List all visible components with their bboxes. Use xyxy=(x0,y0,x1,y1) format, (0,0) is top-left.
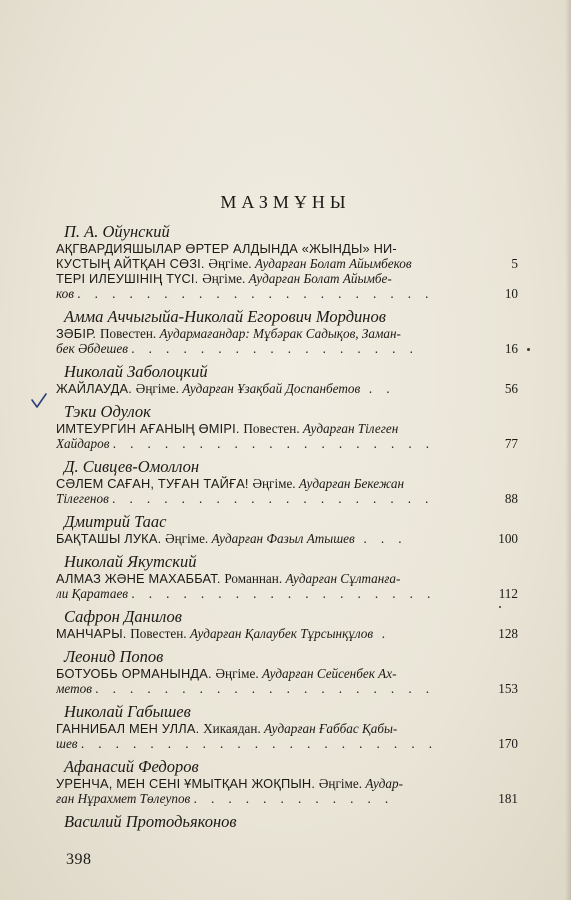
toc-entry xyxy=(56,271,518,301)
print-speck xyxy=(499,606,501,608)
translator-credit: Аударған Фазыл Атышев xyxy=(211,531,355,546)
translator-credit: ков xyxy=(56,286,78,301)
author-name: Леонид Попов xyxy=(64,647,164,666)
entry-line xyxy=(56,586,490,601)
dot-leader: . . . . . . . . . . . . . . . . . . . . xyxy=(95,681,435,696)
work-genre: Хикаядан. xyxy=(203,721,265,736)
entry-page-number: 153 xyxy=(498,681,518,696)
dot-leader: . . . . . . . . . . . . . . . . . xyxy=(131,341,419,356)
author-name: Тэки Одулок xyxy=(64,402,151,421)
handwritten-checkmark-icon xyxy=(30,392,48,410)
entry-line xyxy=(56,256,490,271)
entry-line xyxy=(56,721,490,736)
author-name: Сафрон Данилов xyxy=(64,607,182,626)
work-genre: Повестен. xyxy=(243,421,303,436)
translator-credit: метов xyxy=(56,681,96,696)
entry-line xyxy=(56,736,490,751)
toc-entry xyxy=(56,666,518,696)
page-number: 398 xyxy=(66,851,92,868)
entry-page-number: 88 xyxy=(504,491,518,506)
work-title: БАҚТАШЫ ЛУКА. xyxy=(56,531,166,546)
toc-entry xyxy=(56,241,518,271)
author-name: Афанасий Федоров xyxy=(64,757,199,776)
table-of-contents xyxy=(56,222,518,837)
author-name: Дмитрий Таас xyxy=(64,512,167,531)
entry-line xyxy=(56,476,490,491)
work-genre: Повестен. xyxy=(130,626,190,641)
entry-line xyxy=(56,776,490,791)
author-name: Амма Аччыгыйа-Николай Егорович Мординов xyxy=(64,307,386,326)
work-title: ЗӘБІР. xyxy=(56,326,100,341)
page-heading: МАЗМҰНЫ xyxy=(220,192,351,212)
toc-section xyxy=(56,512,518,546)
work-genre: Әңгіме. xyxy=(208,256,255,271)
entry-line xyxy=(56,341,490,356)
toc-section xyxy=(56,647,518,696)
toc-section xyxy=(56,307,518,356)
author-name: Д. Сивцев-Омоллон xyxy=(64,457,200,476)
dot-leader: . . . xyxy=(354,531,407,546)
work-title: АҚГВАРДИЯШЫЛАР ӨРТЕР АЛДЫНДА «ЖЫНДЫ» НИ- xyxy=(56,241,397,256)
translator-credit: ған Нұрахмет Төлеупов xyxy=(56,791,194,806)
toc-section xyxy=(56,402,518,451)
toc-entry xyxy=(56,531,518,546)
translator-credit: Аударған Бекежан xyxy=(298,476,404,491)
work-genre: Әңгіме. xyxy=(135,381,183,396)
toc-section xyxy=(56,702,518,751)
translator-credit: шев xyxy=(56,736,81,751)
translator-credit: Аудар- xyxy=(365,776,404,791)
toc-entry xyxy=(56,626,518,641)
entry-page-number: 170 xyxy=(498,736,518,751)
toc-entry xyxy=(56,381,518,396)
work-title: СӘЛЕМ САҒАН, ТУҒАН ТАЙҒА! xyxy=(56,476,253,491)
author-name: Василий Протодьяконов xyxy=(64,812,237,831)
work-title: МАНЧАРЫ. xyxy=(56,626,131,641)
entry-line xyxy=(56,491,490,506)
entry-line xyxy=(56,326,490,341)
translator-credit: Аударған Ғаббас Қабы- xyxy=(264,721,398,736)
translator-credit: Аударған Тілеген xyxy=(302,421,399,436)
work-genre: Әңгіме. xyxy=(215,666,262,681)
dot-leader: . . . . . . . . . . . . . . . . . . xyxy=(131,586,436,601)
translator-credit: Аудармағандар: Мұбәрак Садықов, Заман- xyxy=(159,326,401,341)
translator-credit: бек Әбдешев xyxy=(56,341,132,356)
translator-credit: Аударған Қалаубек Тұрсынқұлов xyxy=(189,626,374,641)
translator-credit: Аударған Болат Айымбеков xyxy=(254,256,412,271)
work-title: КУСТЫҢ АЙТҚАН СӨЗІ. xyxy=(56,256,209,271)
work-genre: Әңгіме. xyxy=(252,476,299,491)
translator-credit: Аударған Сейсенбек Ах- xyxy=(261,666,397,681)
toc-section xyxy=(56,552,518,601)
entry-page-number: 10 xyxy=(504,286,518,301)
entry-line xyxy=(56,286,490,301)
translator-credit: Аударған Болат Айымбе- xyxy=(248,271,392,286)
author-name: П. А. Ойунский xyxy=(64,222,170,241)
toc-section xyxy=(56,757,518,806)
work-genre: Әңгіме. xyxy=(202,271,249,286)
entry-line xyxy=(56,436,490,451)
entry-line xyxy=(56,241,490,256)
toc-section xyxy=(56,607,518,641)
entry-page-number: 5 xyxy=(511,256,518,271)
work-title: ТЕРІ ИЛЕУШІНІҢ ТҮСІ. xyxy=(56,271,203,286)
entry-page-number: 181 xyxy=(498,791,518,806)
page-edge-shadow xyxy=(565,0,571,900)
translator-credit: Тілегенов xyxy=(56,491,113,506)
dot-leader: . . . . . . . . . . . . . . . . . . . . . xyxy=(77,286,434,301)
entry-line xyxy=(56,421,490,436)
toc-entry xyxy=(56,776,518,806)
entry-line xyxy=(56,626,490,641)
entry-page-number: 56 xyxy=(504,381,518,396)
toc-entry xyxy=(56,571,518,601)
work-genre: Романнан. xyxy=(224,571,286,586)
entry-page-number: 112 xyxy=(498,586,518,601)
dot-leader: . . . . . . . . . . . . xyxy=(193,791,394,806)
toc-entry xyxy=(56,721,518,751)
entry-line xyxy=(56,791,490,806)
work-title: УРЕНЧА, МЕН СЕНІ ҰМЫТҚАН ЖОҚПЫН. xyxy=(56,776,319,791)
work-genre: Әңгіме. xyxy=(318,776,366,791)
toc-section xyxy=(56,362,518,396)
toc-section xyxy=(56,812,518,831)
translator-credit: Аударған Ұзақбай Доспанбетов xyxy=(182,381,361,396)
work-title: ГАННИБАЛ МЕН УЛЛА. xyxy=(56,721,204,736)
entry-line xyxy=(56,381,490,396)
entry-line xyxy=(56,271,490,286)
entry-page-number: 100 xyxy=(498,531,518,546)
entry-page-number: 128 xyxy=(498,626,518,641)
author-name: Николай Заболоцкий xyxy=(64,362,208,381)
work-title: АЛМАЗ ЖӘНЕ МАХАББАТ. xyxy=(56,571,225,586)
entry-line xyxy=(56,681,490,696)
author-name: Николай Габышев xyxy=(64,702,191,721)
dot-leader: . . xyxy=(360,381,395,396)
work-genre: Әңгіме. xyxy=(165,531,212,546)
work-genre: Повестен. xyxy=(99,326,160,341)
entry-page-number: 77 xyxy=(504,436,518,451)
entry-page-number: 16 xyxy=(504,341,518,356)
work-title: БОТУОБЬ ОРМАНЫНДА. xyxy=(56,666,216,681)
dot-leader: . . . . . . . . . . . . . . . . . . . xyxy=(112,436,435,451)
entry-line xyxy=(56,571,490,586)
dot-leader: . xyxy=(373,626,391,641)
toc-entry xyxy=(56,421,518,451)
translator-credit: Аударған Сұлтанға- xyxy=(285,571,401,586)
dot-leader: . . . . . . . . . . . . . . . . . . . xyxy=(112,491,434,506)
toc-section xyxy=(56,222,518,301)
work-title: ЖАЙЛАУДА. xyxy=(56,381,136,396)
entry-line xyxy=(56,666,490,681)
translator-credit: ли Қаратаев xyxy=(56,586,132,601)
toc-entry xyxy=(56,476,518,506)
work-title: ИМТЕУРГИН АҒАНЫҢ ӨМІРІ. xyxy=(56,421,244,436)
author-name: Николай Якутский xyxy=(64,552,197,571)
print-speck xyxy=(527,348,530,351)
translator-credit: Хайдаров xyxy=(56,436,113,451)
toc-entry xyxy=(56,326,518,356)
dot-leader: . . . . . . . . . . . . . . . . . . . . . xyxy=(80,736,438,751)
toc-section xyxy=(56,457,518,506)
entry-line xyxy=(56,531,490,546)
